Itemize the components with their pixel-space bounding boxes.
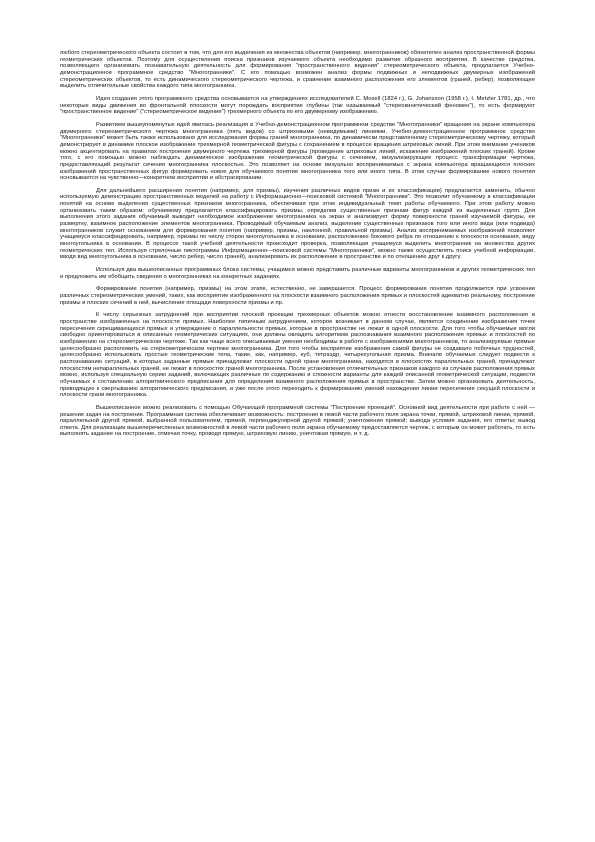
paragraph-5: Используя два вышеописанных программных блока системы, учащимся можно представить различные варианты многогранников и других геометрических тел и предложить им обобщить сведения о многогранниках на конкретных заданиях.	[60, 267, 535, 280]
paragraph-4: Для дальнейшего расширения понятия (например, для призмы), изучения различных видов призм и их классификации) предлагается заменить, обычно используемую демонстрацию пространственных моделей на работу с Информационно—поисковой системой "Многогранники". Это позволит обучаемому в классификации понятий на основе выделения существенных признаков многогранника, обеспечивая при этом индивидуальный темп работы обучаемого. При этом работу можно организовать таким образом: обучаемому предлагается классифицировать призмы, определив существенные признаки фигур каждой из выделенных групп. Для выполнения этого задания обучаемый выводит необходимое изображение многогранника на экран и анализирует форму поверхности граней изучаемой фигуры, ее развертку, взаимное расположение элементов многогранника. Проводимый обучаемым анализ, выделение существенных признаков того или иного вида (или подвида) многогранников служит основанием для формирования понятия (например, призмы, наклонной, правильной призмы). Анализ воспринимаемых изображений позволяет учащемуся классифицировать, например, призмы по числу сторон многоугольника в основании, расположению бокового ребра по отношению к плоскости основания, виду многоугольника в основании. В процессе такой учебной деятельности происходит проверка, позволяющая учащемуся выделить многогранник на множества других геометрических тел. Используя стрелочные пиктограммы Информационно—поисковой системы "Многогранники", можно также осуществлять поиск учебной информации, вводя вид многоугольника в основании, число ребер, число граней), анализировать их расположение в пространстве и по отношению друг к другу.	[60, 187, 535, 261]
paragraph-2: Идея создания этого программного средства основывается на утверждениях исследователей C. Mosell (1824 г.), G. Johansson (1958 г.), I. Metzler 1781, др., что некоторые виды движения во фронтальной плоскости могут порождать восприятие глубины (так называемый "стереокинетический феномен"), то есть формируют "пространственное видение" ("стереометрическое видение") трехмерного объекта по его двумерному изображению.	[60, 95, 535, 116]
paragraph-3: Развитием вышеупомянутых идей явилась реализация в Учебно-демонстрационном программном средстве "Многогранники" вращения на экране компьютера двумерного стереометрического чертежа многогранника (пять видов) со штриховыми (невидимыми) линиями. Учебно-демонстрационное программное средство "Многогранники" может быть также использовано для исследования формы граней многогранника, по динамически представленному стереометрическому чертежу, который демонстрирует в динамике плоское изображение трехмерной геометрической фигуры с сохранением в процессе вращения штриховых линий. При этом внимание учеников можно акцентировать на правилах построения двумерного чертежа трехмерной фигуры (проведение штриховых линий, искажение изображений плоских граней). Кроме того, с его помощью можно наблюдать динамическое изображение геометрической фигуры с сечением, визуализирующее процесс трансформации чертежа, предоставляющий результат сечения многогранника плоскостью. Это позволяет на основе визуально воспринимаемых с экрана компьютера вращающихся плоских изображений пространственных фигур формировать новое для обучаемого понятие многогранника того или иного типа. В этом случае формирование нового понятия основывается на чувственно—конкретном восприятии и абстрагировании.	[60, 121, 535, 182]
paragraph-1: любого стереометрического объекта состоит в том, что для его выделения из множества объектов (например, многогранников) обязателен анализ пространственной формы геометрических объектов. Поэтому для осуществления поиска признаков изучаемого объекта необходимо развитие образного восприятия. В качестве средства, позволяющего организовать познавательную деятельность для формирования "пространственного видения" стереометрического объекта, предлагается Учебно-демонстрационное программное средство "Многогранники". С его помощью возможен анализ формы подвижных и неподвижных двумерных изображений стереометрических объектов, то есть динамического стереометрического чертежа, и сравнение взаимного расположения его элементов (граней, ребер), позволяющее выделить отличительные свойства каждого типа многогранника.	[60, 50, 535, 90]
paragraph-6: Формирование понятия (например, призмы) на этом этапе, естественно, не завершается. Процесс формирования понятия продолжается при усвоении различных стереометрических умений, таких, как восприятие изображенного на плоскости взаимного расположения прямых и плоскостей адекватно реальному, построение призмы и плоских сечений в ней, вычисление площади поверхности призмы и пр.	[60, 286, 535, 306]
paragraph-8: Вышеописанное можно реализовать с помощью Обучающей программной системы "Построение проекций". Основной вид деятельности при работе с ней — решение задач на построение. Программная система обеспечивает возможность: построения в левой части рабочего поля экрана точки, прямой, штриховой линии, прямой, параллельной другой прямой, выбранной пользователем, прямой, перпендикулярной другой прямой; уничтожения прямой; вывода условия задания, его ответы; вывод ответа. Для реализации вышеперечисленных возможностей в левой части рабочего поля экрана обучаемому предоставляется чертеж, с которым он может работать, то есть выполнять задание на построение, отмечая точку, проводя прямую, штриховую линию, уничтожая прямую, и т. д.	[60, 404, 535, 438]
paragraph-7: К числу серьезных затруднений при восприятии плоской проекции трехмерных объектов можно отнести восстановление взаимного расположения в пространстве изображенных на плоскости прямых. Наиболее типичным затруднением, которое возникает в данном случае, является соединение изображения точек пересечения скрещивающихся прямых и утверждение о параллельности прямых, которые в пространстве не лежат в одной плоскости. Для того чтобы обучаемые могли свободно ориентироваться в описанных геометрических ситуациях, они должны овладеть алгоритмом распознавания взаимного расположения прямых и плоскостей по изображению на стереометрическом чертеже. Так как чаще всего описываемые умения необходимы в работе с изображениями многогранников, то анализируемые прямые целесообразно расположить на стереометрическом чертеже многогранника. Для того чтобы восприятие изображения самой фигуры не создавало побочных трудностей, целесообразно использовать простые геометрические тела, такие, как, например, куб, тетраэдр, четырехугольная призма. Вначале обучаемых следует подвести к распознаванию ситуаций, в которых заданные прямые принадлежат плоскости одной грани многогранника, находятся в плоскостях параллельных граней, принадлежат плоскостям непараллельных граней, не лежат в плоскостях граней многогранника. После установления отличительных признаков каждого из случаев расположения прямых можно, используя специальную серию заданий, включающих различные по содержанию и сложности варианты для каждой описанной геометрической ситуации, подвести обучаемых к составлению алгоритмического предписания для определения взаимного расположения прямых в пространстве. Затем можно организовать деятельность, приводящую к свертыванию алгоритмического предписания, и уже после этого переходить к формированию умений нахождения линии пересечения секущей плоскости и плоскости грани многогранника.	[60, 312, 535, 399]
